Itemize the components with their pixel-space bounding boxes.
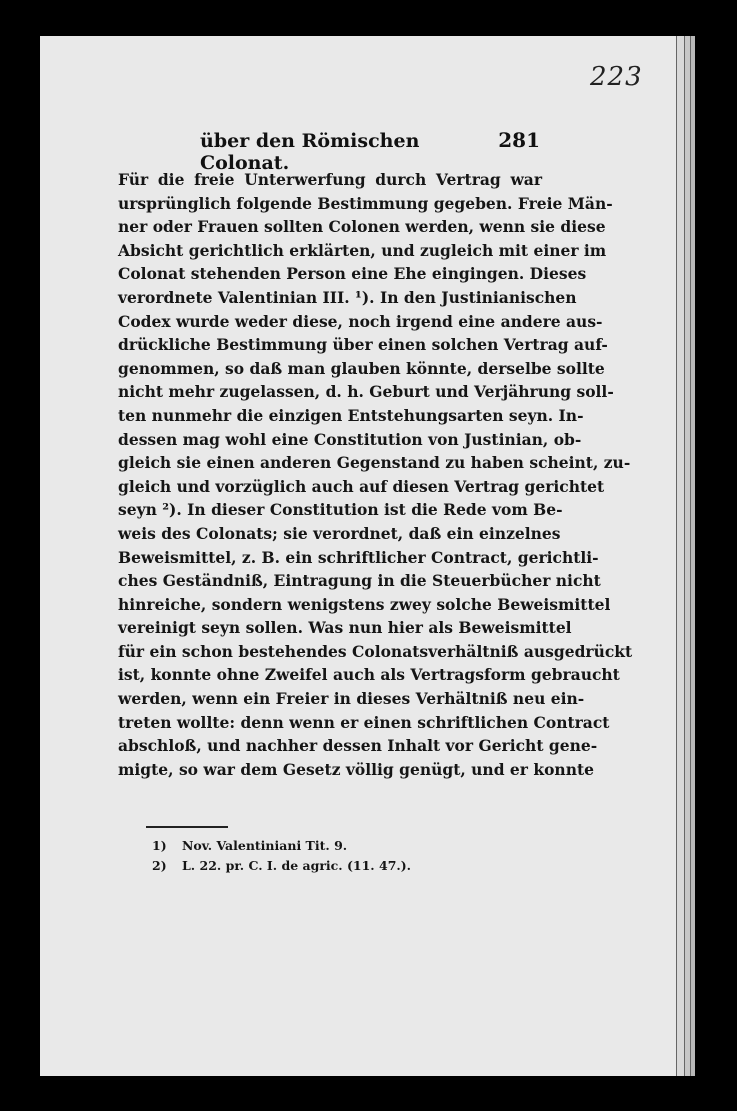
text-line: abschloß, und nachher dessen Inhalt vor Gericht gene- bbox=[118, 736, 598, 756]
handwritten-page-number: 223 bbox=[590, 62, 643, 92]
text-line: Colonat stehenden Person eine Ehe eingingen. Dieses bbox=[118, 264, 587, 284]
text-line: verordnete Valentinian III. ¹). In den Justinianischen bbox=[118, 287, 577, 307]
text-line: nicht mehr zugelassen, d. h. Geburt und Verjährung soll- bbox=[118, 382, 614, 402]
text-line: Beweismittel, z. B. ein schriftlicher Contract, gerichtli- bbox=[118, 547, 599, 567]
page-number: 281 bbox=[498, 128, 540, 152]
text-line: genommen, so daß man glauben könnte, derselbe sollte bbox=[118, 358, 605, 378]
text-line: dessen mag wohl eine Constitution von Justinian, ob- bbox=[118, 429, 582, 449]
footnote-text: Nov. Valentiniani Tit. 9. bbox=[182, 838, 348, 853]
text-line: gleich und vorzüglich auch auf diesen Vertrag gerichtet bbox=[118, 476, 605, 496]
text-line: ten nunmehr die einzigen Entstehungsarten seyn. In- bbox=[118, 405, 584, 425]
text-line: hinreiche, sondern wenigstens zwey solche Beweismittel bbox=[118, 594, 611, 614]
footnote bbox=[152, 856, 452, 876]
footnote-divider bbox=[146, 826, 228, 828]
page-edge bbox=[690, 36, 695, 1076]
footnote-number: 1) bbox=[152, 838, 167, 853]
text-line: migte, so war dem Gesetz völlig genügt, und er konnte bbox=[118, 759, 594, 779]
text-line: ursprünglich folgende Bestimmung gegeben. Freie Män- bbox=[118, 193, 613, 213]
text-line: seyn ²). In dieser Constitution ist die Rede vom Be- bbox=[118, 500, 563, 520]
text-line: für ein schon bestehendes Colonatsverhältniß ausgedrückt bbox=[118, 641, 633, 661]
text-line: Codex wurde weder diese, noch irgend eine andere aus- bbox=[118, 311, 603, 331]
text-line: ner oder Frauen sollten Colonen werden, wenn sie diese bbox=[118, 217, 606, 237]
footnote-text: L. 22. pr. C. I. de agric. (11. 47.). bbox=[182, 858, 412, 873]
body-text bbox=[118, 168, 633, 781]
text-line: ches Geständniß, Eintragung in die Steuerbücher nicht bbox=[118, 571, 601, 591]
text-line: treten wollte: denn wenn er einen schriftlichen Contract bbox=[118, 712, 610, 732]
running-title: über den Römischen Colonat. bbox=[200, 130, 420, 174]
text-line: gleich sie einen anderen Gegenstand zu haben scheint, zu- bbox=[118, 453, 631, 473]
footnote bbox=[152, 836, 452, 856]
footnote-number: 2) bbox=[152, 858, 167, 873]
text-line: Absicht gerichtlich erklärten, und zugleich mit einer im bbox=[118, 240, 607, 260]
text-line: ist, konnte ohne Zweifel auch als Vertragsform gebraucht bbox=[118, 665, 620, 685]
text-line: werden, wenn ein Freier in dieses Verhältniß neu ein- bbox=[118, 689, 585, 709]
text-line: Für die freie Unterwerfung durch Vertrag war bbox=[118, 170, 542, 189]
text-line: drückliche Bestimmung über einen solchen Vertrag auf- bbox=[118, 335, 608, 355]
text-line: weis des Colonats; sie verordnet, daß ein einzelnes bbox=[118, 523, 561, 543]
footnotes bbox=[152, 836, 452, 876]
text-line: vereinigt seyn sollen. Was nun hier als Beweismittel bbox=[118, 618, 572, 638]
